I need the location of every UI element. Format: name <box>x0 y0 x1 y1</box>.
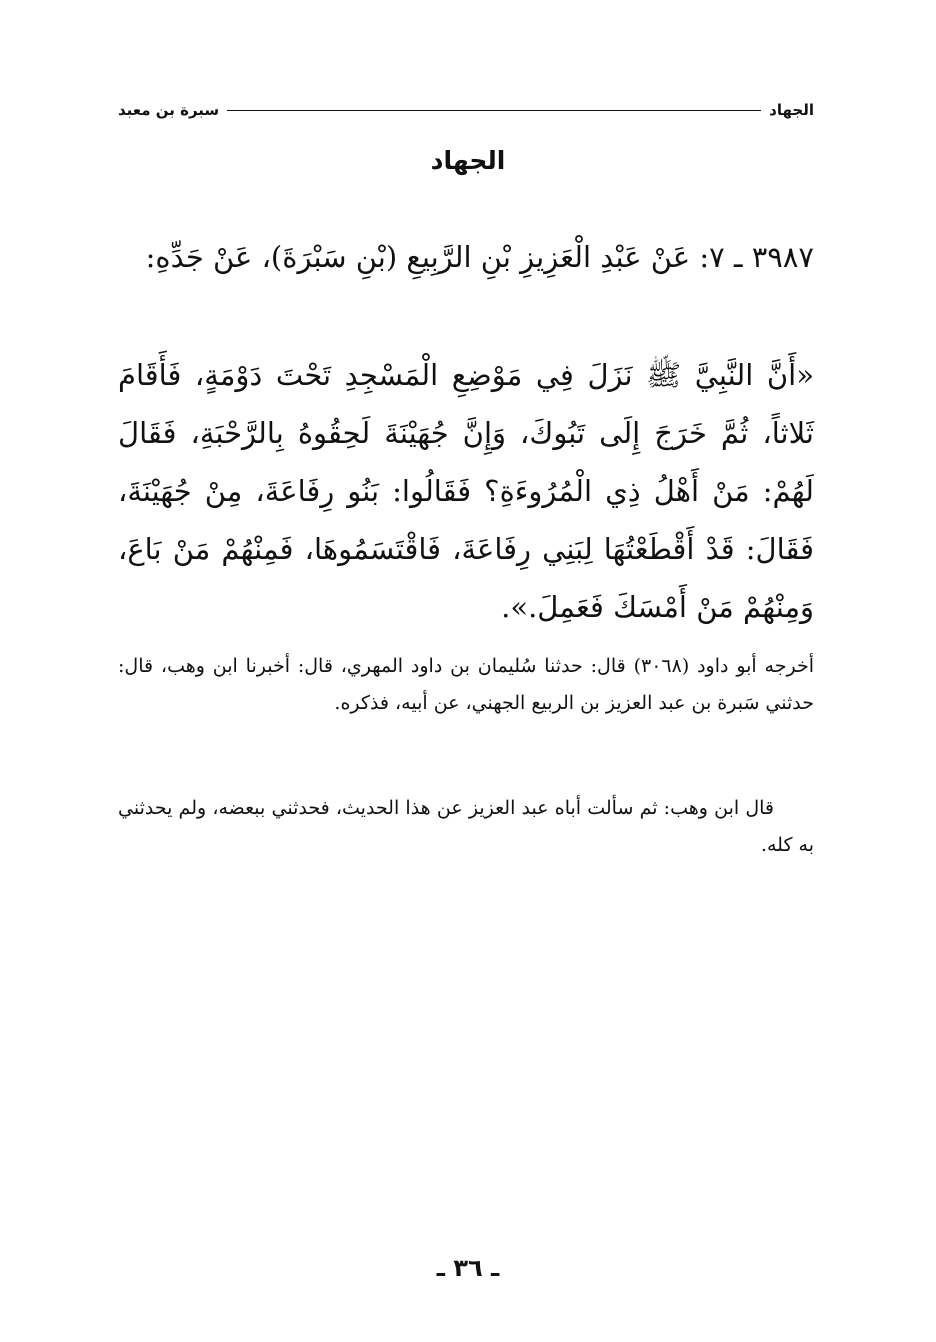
running-header-narrator: سبرة بن معبد <box>118 101 220 119</box>
running-header-chapter: الجهاد <box>769 101 814 119</box>
hadith-number: ٣٩٨٧ ـ ٧: <box>699 240 814 274</box>
hadith-matn: «أَنَّ النَّبِيَّ ﷺ نَزَلَ فِي مَوْضِعِ الْمَسْجِدِ تَحْتَ دَوْمَةٍ، فَأَقَامَ ثَلاثاً، ثُمَّ خَرَجَ إِلَى تَبُوكَ، وَإِنَّ جُهَيْنَةَ لَحِقُوهُ بِالرَّحْبَةِ، فَقَالَ لَهُمْ: مَنْ أَهْلُ ذِي الْمُرُوءَةِ؟ فَقَالُوا: بَنُو رِفَاعَةَ، مِنْ جُهَيْنَةَ، فَقَالَ: قَدْ أَقْطَعْتُهَا لِبَنِي رِفَاعَةَ، فَاقْتَسَمُوهَا، فَمِنْهُمْ مَنْ بَاعَ، وَمِنْهُمْ مَنْ أَمْسَكَ فَعَمِلَ.». <box>118 358 814 624</box>
page-number: ـ ٣٦ ـ <box>436 1254 500 1282</box>
hadith-heading <box>118 228 814 286</box>
takhrij-note: أخرجه أبو داود (٣٠٦٨) قال: حدثنا سُليمان بن داود المهري، قال: أخبرنا ابن وهب، قال: حدثني سَبرة بن عبد العزيز بن الربيع الجهني، عن أبيه، فذكره. <box>118 655 814 714</box>
header-rule <box>227 110 761 111</box>
ibn-wahb-note: قال ابن وهب: ثم سألت أباه عبد العزيز عن هذا الحديث، فحدثني ببعضه، ولم يحدثني به كله. <box>118 797 814 856</box>
running-header <box>118 96 814 124</box>
chapter-title: الجهاد <box>430 146 506 175</box>
hadith-isnad: عَنْ عَبْدِ الْعَزِيزِ بْنِ الرَّبِيعِ (بْنِ سَبْرَةَ)، عَنْ جَدِّهِ: <box>145 240 691 274</box>
